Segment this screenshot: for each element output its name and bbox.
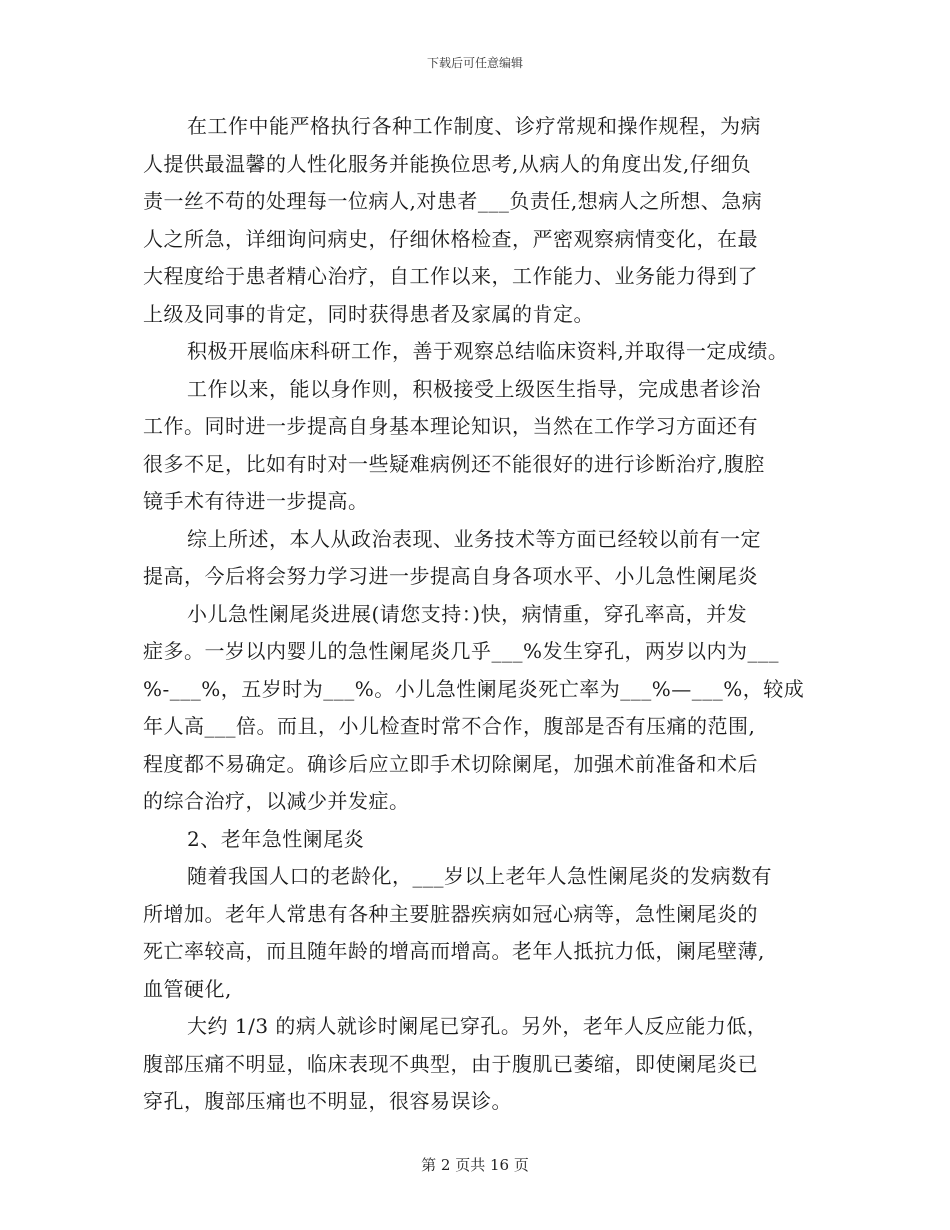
- text-line: 镜手术有待进一步提高。: [143, 489, 369, 513]
- text-line: 随着我国人口的老龄化，___岁以上老年人急性阑尾炎的发病数有: [187, 864, 772, 888]
- text-line: 积极开展临床科研工作，善于观察总结临床资料,并取得一定成绩。: [187, 339, 789, 363]
- text-line: 工作以来，能以身作则，积极接受上级医生指导，完成患者诊治: [187, 376, 761, 401]
- page-header: 下载后可任意编辑: [426, 56, 523, 70]
- text-line: 的综合治疗，以减少并发症。: [143, 789, 410, 813]
- text-line: 很多不足，比如有时对一些疑难病例还不能很好的进行诊断治疗,腹腔: [143, 451, 765, 476]
- text-line: 责一丝不苟的处理每一位病人,对患者___负责任,想病人之所想、急病: [143, 189, 763, 213]
- page-footer: 第 2 页共 16 页: [421, 1156, 529, 1174]
- text-line: 工作。同时进一步提高自身基本理论知识，当然在工作学习方面还有: [143, 414, 758, 438]
- text-line: 程度都不易确定。确诊后应立即手术切除阑尾，加强术前准备和术后: [143, 751, 758, 776]
- text-line: 血管硬化,: [143, 976, 232, 1001]
- text-line: 人之所急，详细询问病史，仔细休格检查，严密观察病情变化，在最: [143, 226, 758, 251]
- text-line: 上级及同事的肯定，同时获得患者及家属的肯定。: [143, 301, 594, 326]
- text-line: 大程度给于患者精心治疗，自工作以来，工作能力、业务能力得到了: [143, 264, 758, 288]
- text-line: 大约 1/3 的病人就诊时阑尾已穿孔。另外，老年人反应能力低，: [187, 1014, 768, 1038]
- text-line: 提高，今后将会努力学习进一步提高自身各项水平、小儿急性阑尾炎: [143, 564, 758, 588]
- text-line: 所增加。老年人常患有各种主要脏器疾病如冠心病等，急性阑尾炎的: [143, 901, 758, 926]
- text-line: 小儿急性阑尾炎进展(请您支持：)快，病情重，穿孔率高，并发: [187, 601, 748, 626]
- text-line: 腹部压痛不明显，临床表现不典型，由于腹肌已萎缩，即使阑尾炎已: [143, 1051, 758, 1076]
- document-body: [143, 108, 833, 1121]
- text-line: 综上所述，本人从政治表现、业务技术等方面已经较以前有一定: [187, 526, 761, 551]
- text-line: 穿孔，腹部压痛也不明显，很容易误诊。: [143, 1089, 512, 1113]
- text-line: 症多。一岁以内婴儿的急性阑尾炎几乎___%发生穿孔，两岁以内为___: [143, 639, 780, 663]
- section-heading: 2、老年急性阑尾炎: [187, 826, 365, 851]
- text-line: 年人高___倍。而且，小儿检查时常不合作，腹部是否有压痛的范围,: [143, 714, 756, 738]
- text-line: 在工作中能严格执行各种工作制度、诊疗常规和操作规程，为病: [187, 114, 761, 138]
- text-line: 死亡率较高，而且随年龄的增高而增高。老年人抵抗力低，阑尾壁薄,: [143, 939, 765, 963]
- text-line: %-___%，五岁时为___%。小儿急性阑尾炎死亡率为___%—___%，较成: [143, 676, 805, 701]
- text-line: 人提供最温馨的人性化服务并能换位思考,从病人的角度出发,仔细负: [143, 151, 752, 176]
